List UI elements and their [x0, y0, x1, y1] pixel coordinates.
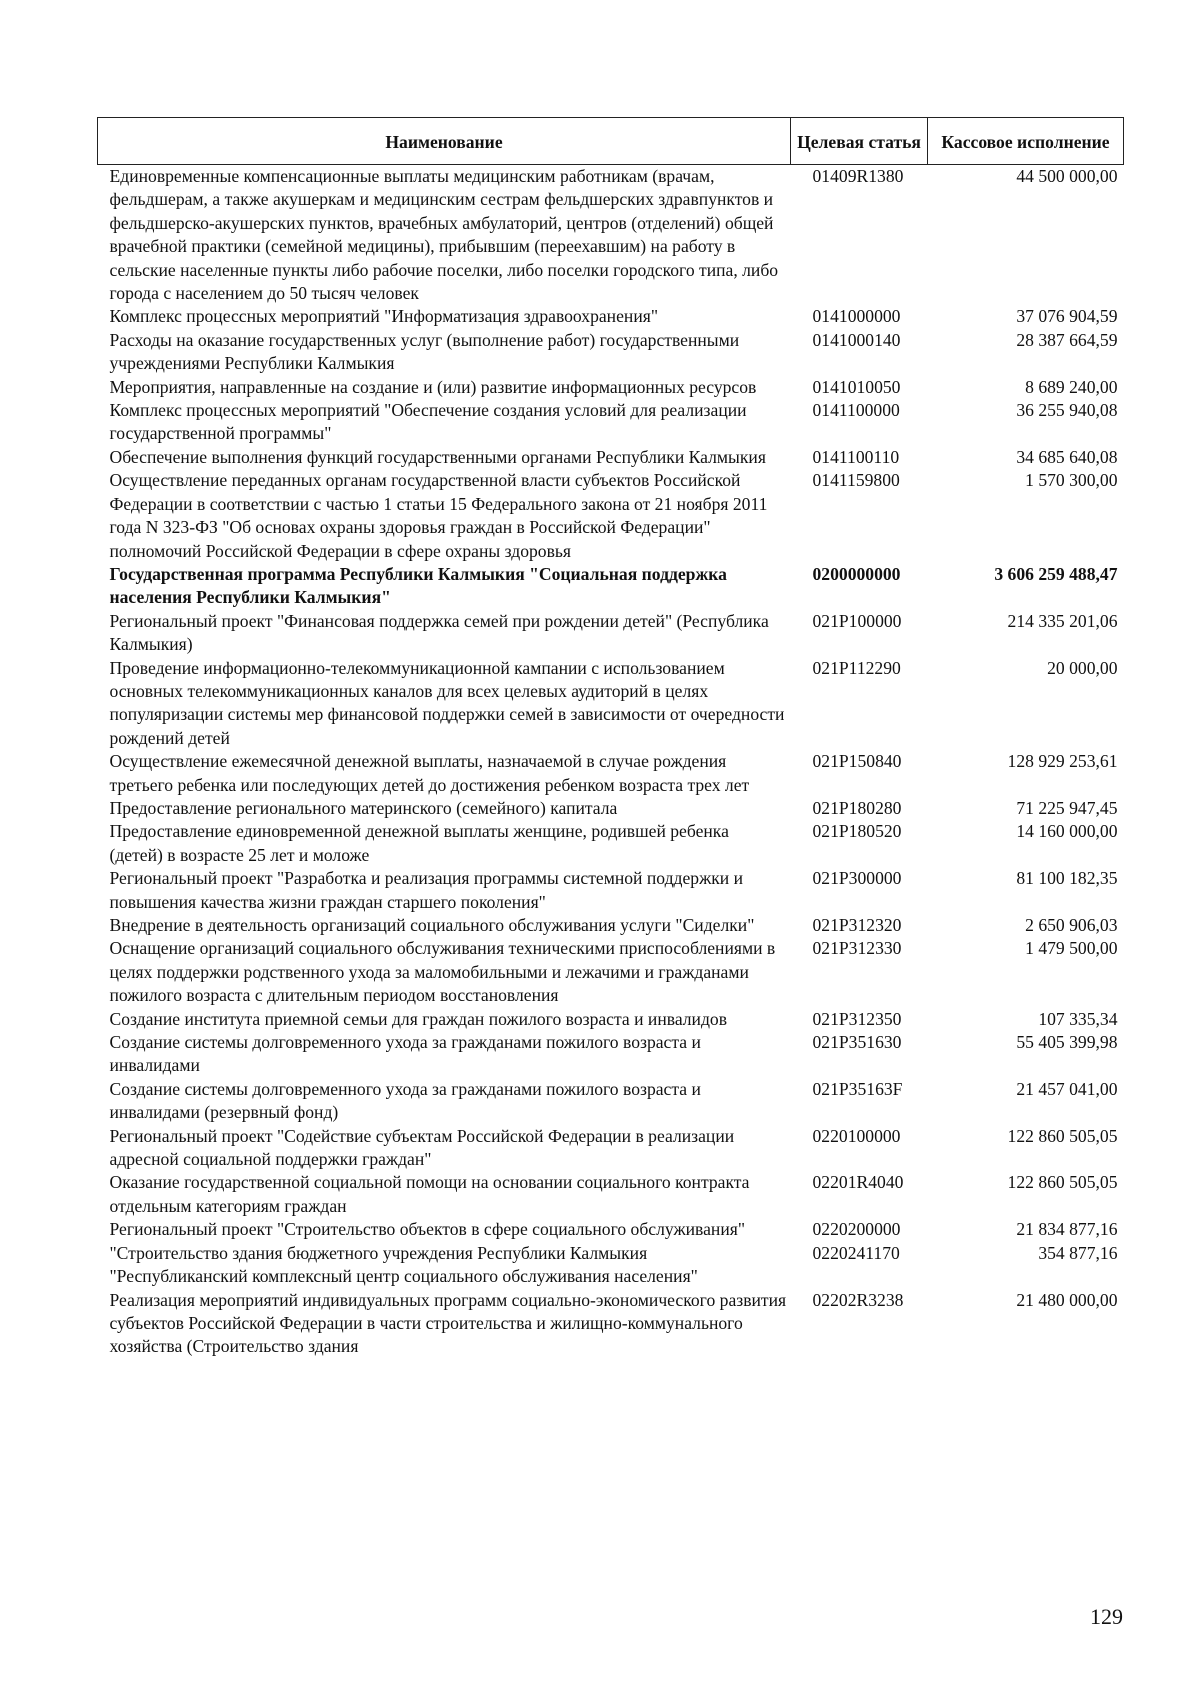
- row-code: 02201R4040: [812, 1172, 904, 1193]
- budget-table: [97, 117, 1124, 1359]
- table-row: [98, 1031, 1124, 1078]
- row-sum: 21 457 041,00: [1016, 1078, 1118, 1099]
- row-sum: 214 335 201,06: [1007, 610, 1118, 631]
- row-name: Создание системы долговременного ухода за гражданами пожилого возраста и инвалидами (резервный фонд): [109, 1078, 701, 1123]
- row-code: 0220100000: [812, 1125, 901, 1146]
- row-sum: 55 405 399,98: [1016, 1032, 1118, 1053]
- table-row: [98, 446, 1124, 469]
- table-row: [98, 610, 1124, 657]
- row-code: 0141000000: [812, 306, 901, 327]
- row-sum: 128 929 253,61: [1007, 751, 1118, 772]
- table-row: [98, 305, 1124, 328]
- row-name: Обеспечение выполнения функций государственными органами Республики Калмыкия: [109, 446, 766, 467]
- row-sum: 122 860 505,05: [1007, 1125, 1118, 1146]
- row-sum: 14 160 000,00: [1016, 821, 1118, 842]
- table-row: [98, 657, 1124, 751]
- row-code: 021P112290: [812, 657, 901, 678]
- row-code: 021P100000: [812, 610, 902, 631]
- row-code: 0141100110: [812, 446, 900, 467]
- row-code: 0141100000: [812, 400, 900, 421]
- row-sum: 1 570 300,00: [1025, 470, 1118, 491]
- row-name: Региональный проект "Строительство объектов в сфере социального обслуживания": [109, 1219, 746, 1240]
- row-name: Государственная программа Республики Калмыкия "Социальная поддержка населения Республики Калмыкия": [109, 563, 727, 608]
- table-row: [98, 1008, 1124, 1031]
- row-name: Внедрение в деятельность организаций социального обслуживания услуги "Сиделки": [109, 915, 755, 935]
- table-row: [98, 399, 1124, 446]
- row-name: Проведение информационно-телекоммуникационной кампании с использованием основных телекоммуникационных каналов для всех целевых аудиторий в целях популяризации системы мер финансовой поддержки семей в зависимости от очередности рождений детей: [109, 657, 785, 748]
- row-code: 0220241170: [812, 1242, 900, 1263]
- row-sum: 36 255 940,08: [1016, 400, 1118, 421]
- row-name: Осуществление переданных органам государственной власти субъектов Российской Федерации в соответствии с частью 1 статьи 15 Федерального закона от 21 ноября 2011 года N 323-ФЗ "Об основах охраны здоровья граждан в Российской Федерации" полномочий Российской Федерации в сфере охраны здоровья: [109, 470, 768, 561]
- row-code: 021P312350: [812, 1008, 902, 1029]
- row-code: 021P180280: [812, 797, 902, 818]
- row-code: 02202R3238: [812, 1289, 904, 1310]
- table-row: [98, 797, 1124, 820]
- row-sum: 44 500 000,00: [1016, 166, 1118, 186]
- row-sum: 354 877,16: [1038, 1242, 1118, 1263]
- table-row: [98, 1171, 1124, 1218]
- row-code: 0141010050: [812, 376, 901, 397]
- row-sum: 3 606 259 488,47: [994, 563, 1118, 584]
- row-code: 0200000000: [812, 563, 901, 584]
- row-sum: 8 689 240,00: [1025, 376, 1118, 397]
- row-sum: 20 000,00: [1047, 657, 1118, 678]
- table-row: [98, 1289, 1124, 1359]
- table-row: [98, 750, 1124, 797]
- table-header: [98, 118, 1124, 165]
- row-code: 021P351630: [812, 1032, 902, 1053]
- row-name: Мероприятия, направленные на создание и (или) развитие информационных ресурсов: [109, 376, 757, 397]
- row-name: Создание системы долговременного ухода за гражданами пожилого возраста и инвалидами: [109, 1032, 701, 1076]
- table-row: [98, 165, 1124, 306]
- table-row: [98, 376, 1124, 399]
- table-row: [98, 329, 1124, 376]
- header-name: Наименование: [98, 118, 791, 165]
- row-name: Оказание государственной социальной помощи на основании социального контракта отдельным категориям граждан: [109, 1172, 750, 1216]
- row-code: 021P312320: [812, 915, 902, 935]
- row-code: 021P300000: [812, 868, 902, 889]
- row-name: Реализация мероприятий индивидуальных программ социально-экономического развития субъектов Российской Федерации в части строительства и жилищно-коммунального хозяйства (Строительство здания: [109, 1289, 787, 1357]
- row-name: Расходы на оказание государственных услуг (выполнение работ) государственными учреждениями Республики Калмыкия: [109, 329, 740, 374]
- table-row: [98, 469, 1124, 563]
- row-code: 021P312330: [812, 938, 902, 959]
- row-code: 01409R1380: [812, 166, 904, 186]
- row-code: 021P180520: [812, 821, 902, 842]
- table-row: [98, 1125, 1124, 1172]
- row-code: 021P35163F: [812, 1078, 903, 1099]
- row-name: Единовременные компенсационные выплаты медицинским работникам (врачам, фельдшерам, а также акушеркам и медицинским сестрам фельдшерских здравпунктов и фельдшерско-акушерских пунктов, врачебных амбулаторий, центров (отделений) общей врачебной практики (семейной медицины), прибывшим (переехавшим) на работу в сельские населенные пункты либо рабочие поселки, либо поселки городского типа, либо города с населением до 50 тысяч человек: [109, 166, 779, 304]
- table-row: [98, 1218, 1124, 1241]
- row-code: 0141159800: [812, 470, 900, 491]
- row-sum: 37 076 904,59: [1016, 306, 1118, 327]
- row-sum: 2 650 906,03: [1025, 915, 1118, 935]
- table-row: [98, 1242, 1124, 1289]
- header-code: Целевая статья: [791, 118, 928, 165]
- row-name: "Строительство здания бюджетного учреждения Республики Калмыкия "Республиканский комплексный центр социального обслуживания населения": [109, 1242, 698, 1287]
- row-sum: 107 335,34: [1038, 1008, 1118, 1029]
- table-row: [98, 937, 1124, 1007]
- row-sum: 122 860 505,05: [1007, 1172, 1118, 1193]
- row-name: Оснащение организаций социального обслуживания техническими приспособлениями в целях поддержки родственного ухода за маломобильными и лежачими и гражданами пожилого возраста с длительным периодом восстановления: [109, 938, 776, 1006]
- row-code: 0141000140: [812, 329, 901, 350]
- table-row: [98, 867, 1124, 914]
- page-number: 129: [1090, 1604, 1123, 1629]
- row-sum: 1 479 500,00: [1025, 938, 1118, 959]
- row-name: Создание института приемной семьи для граждан пожилого возраста и инвалидов: [109, 1008, 728, 1029]
- row-sum: 28 387 664,59: [1016, 329, 1118, 350]
- row-sum: 21 480 000,00: [1016, 1289, 1118, 1310]
- table-row: [98, 1078, 1124, 1125]
- row-name: Региональный проект "Финансовая поддержка семей при рождении детей" (Республика Калмыкия): [109, 610, 769, 655]
- table-body: [98, 165, 1124, 1359]
- row-name: Региональный проект "Разработка и реализация программы системной поддержки и повышения качества жизни граждан старшего поколения": [109, 868, 744, 912]
- header-row: [98, 118, 1124, 165]
- row-name: Осуществление ежемесячной денежной выплаты, назначаемой в случае рождения третьего ребенка или последующих детей до достижения ребенком возраста трех лет: [109, 751, 750, 795]
- table-row: [98, 820, 1124, 867]
- row-name: Региональный проект "Содействие субъектам Российской Федерации в реализации адресной социальной поддержки граждан": [109, 1125, 735, 1170]
- row-code: 0220200000: [812, 1219, 901, 1240]
- row-sum: 81 100 182,35: [1016, 868, 1118, 889]
- row-name: Комплекс процессных мероприятий "Информатизация здравоохранения": [109, 306, 659, 327]
- header-sum: Кассовое исполнение: [928, 118, 1124, 165]
- row-sum: 21 834 877,16: [1016, 1219, 1118, 1240]
- table-row: [98, 563, 1124, 610]
- row-name: Комплекс процессных мероприятий "Обеспечение создания условий для реализации государственной программы": [109, 400, 747, 444]
- table-row: [98, 914, 1124, 937]
- row-sum: 34 685 640,08: [1016, 446, 1118, 467]
- row-name: Предоставление регионального материнского (семейного) капитала: [109, 797, 618, 818]
- row-code: 021P150840: [812, 751, 902, 772]
- row-name: Предоставление единовременной денежной выплаты женщине, родившей ребенка (детей) в возрасте 25 лет и моложе: [109, 821, 729, 865]
- row-sum: 71 225 947,45: [1016, 797, 1118, 818]
